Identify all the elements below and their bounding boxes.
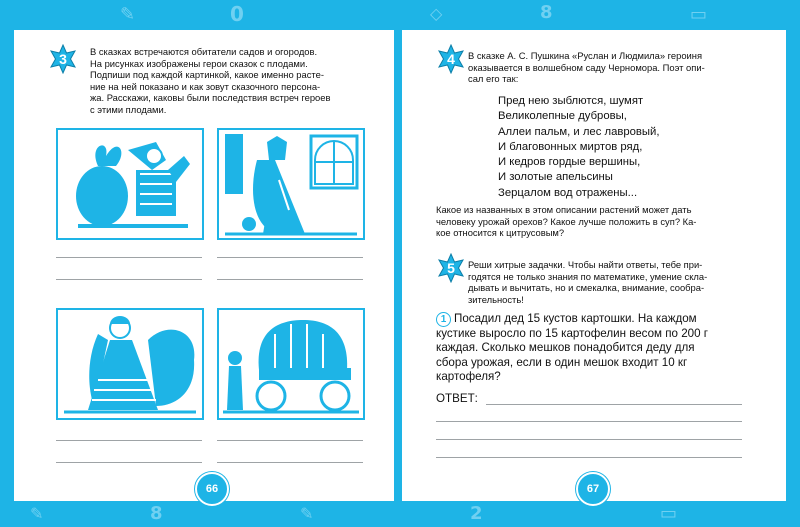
- task4-intro: [468, 50, 705, 85]
- task-text-line: жа. Расскажи, каковы были последствия встреч героев: [90, 92, 331, 104]
- task-number: 4: [447, 51, 455, 67]
- answer-label: ОТВЕТ:: [436, 392, 478, 405]
- decor-glyph: ▭: [690, 4, 708, 25]
- answer-line[interactable]: [486, 404, 742, 405]
- poem-line: И благовонных миртов ряд,: [498, 140, 643, 153]
- task-text-line: оказывается в волшебном саду Черномора. Поэт опи-: [468, 61, 705, 73]
- task-badge: [436, 44, 466, 74]
- task4-question: [436, 204, 696, 239]
- task-text-line: дывать и вычитать, но и смекалка, внимание, сообра-: [468, 282, 705, 294]
- task-text-line: зительность!: [468, 293, 524, 305]
- answer-line: [56, 440, 202, 441]
- decor-glyph: ✎: [300, 504, 314, 523]
- decor-glyph: ✎: [120, 4, 136, 25]
- task-text-line: кое относится к цитрусовым?: [436, 227, 565, 239]
- poem-line: И кедров гордые вершины,: [498, 156, 641, 169]
- decor-glyph: 8: [540, 2, 553, 23]
- poem: [498, 94, 660, 201]
- answer-line: [217, 279, 363, 280]
- problem-line: сбора урожая, если в один мешок входит 10 кг: [436, 355, 688, 369]
- problem-1: [436, 312, 708, 384]
- task-text-line: ние на ней показано и как зовут сказочного персона-: [90, 80, 321, 92]
- decor-glyph: 2: [470, 503, 483, 524]
- task-text-line: Подпиши под каждой картинкой, какое именно расте-: [90, 69, 324, 81]
- task-text-line: годятся не только знания по математике, умение скла-: [468, 270, 708, 282]
- answer-line[interactable]: [436, 439, 742, 440]
- decor-glyph: ✎: [30, 504, 44, 523]
- poem-line: Аллеи пальм, и лес лавровый,: [498, 125, 660, 138]
- task-text-line: Реши хитрые задачки. Чтобы найти ответы, тебе при-: [468, 259, 703, 270]
- task-number: 3: [59, 51, 67, 67]
- poem-line: Пред нею зыблются, шумят: [498, 95, 644, 107]
- left-page: [14, 30, 394, 501]
- problem-number: 1: [436, 312, 451, 327]
- poem-line: Великолепные дубровы,: [498, 110, 627, 123]
- task-text-line: Какое из названных в этом описании растений может дать: [436, 204, 692, 215]
- answer-line: [56, 257, 202, 258]
- task-text-line: с этими плодами.: [90, 103, 167, 115]
- decor-glyph: 8: [150, 503, 163, 524]
- task-badge: [48, 44, 78, 74]
- answer-line: [56, 462, 202, 463]
- poem-line: И золотые апельсины: [498, 171, 613, 184]
- answer-line: [217, 440, 363, 441]
- illustration-2: [217, 128, 365, 240]
- task-text-line: В сказках встречаются обитатели садов и огородов.: [90, 46, 318, 57]
- decor-glyph: ▭: [660, 503, 678, 524]
- task-text-line: сал его так:: [468, 73, 519, 85]
- illustration-4: [217, 308, 365, 420]
- task-number: 5: [447, 260, 455, 276]
- task-text-line: На рисунках изображены герои сказок с плодами.: [90, 57, 308, 69]
- illustration-3: [56, 308, 204, 420]
- illustration-1: [56, 128, 204, 240]
- page-number: 67: [576, 472, 610, 506]
- answer-line: [217, 462, 363, 463]
- answer-line[interactable]: [436, 421, 742, 422]
- decor-glyph: 0: [230, 2, 244, 26]
- answer-line[interactable]: [436, 457, 742, 458]
- answer-line: [56, 279, 202, 280]
- right-page: [402, 30, 786, 501]
- decor-glyph: ◇: [430, 4, 443, 23]
- page-number: 66: [195, 472, 229, 506]
- task-text-line: человеку урожай орехов? Какое лучше положить в суп? Ка-: [436, 215, 697, 227]
- task-text-line: В сказке А. С. Пушкина «Руслан и Людмила» героиня: [468, 50, 703, 61]
- bottom-decor-band: [0, 501, 800, 527]
- problem-line: Посадил дед 15 кустов картошки. На каждом: [454, 312, 697, 325]
- problem-line: кустике выросло по 15 картофелин весом по 200 г: [436, 327, 708, 340]
- task-text: [90, 46, 330, 116]
- answer-line: [217, 257, 363, 258]
- problem-line: картофеля?: [436, 369, 501, 383]
- poem-line: Зерцалом вод отражены...: [498, 186, 638, 199]
- top-decor-band: [0, 0, 800, 30]
- problem-line: каждая. Сколько мешков понадобится деду для: [436, 341, 695, 355]
- task-badge: [436, 253, 466, 283]
- task5-intro: [468, 259, 707, 305]
